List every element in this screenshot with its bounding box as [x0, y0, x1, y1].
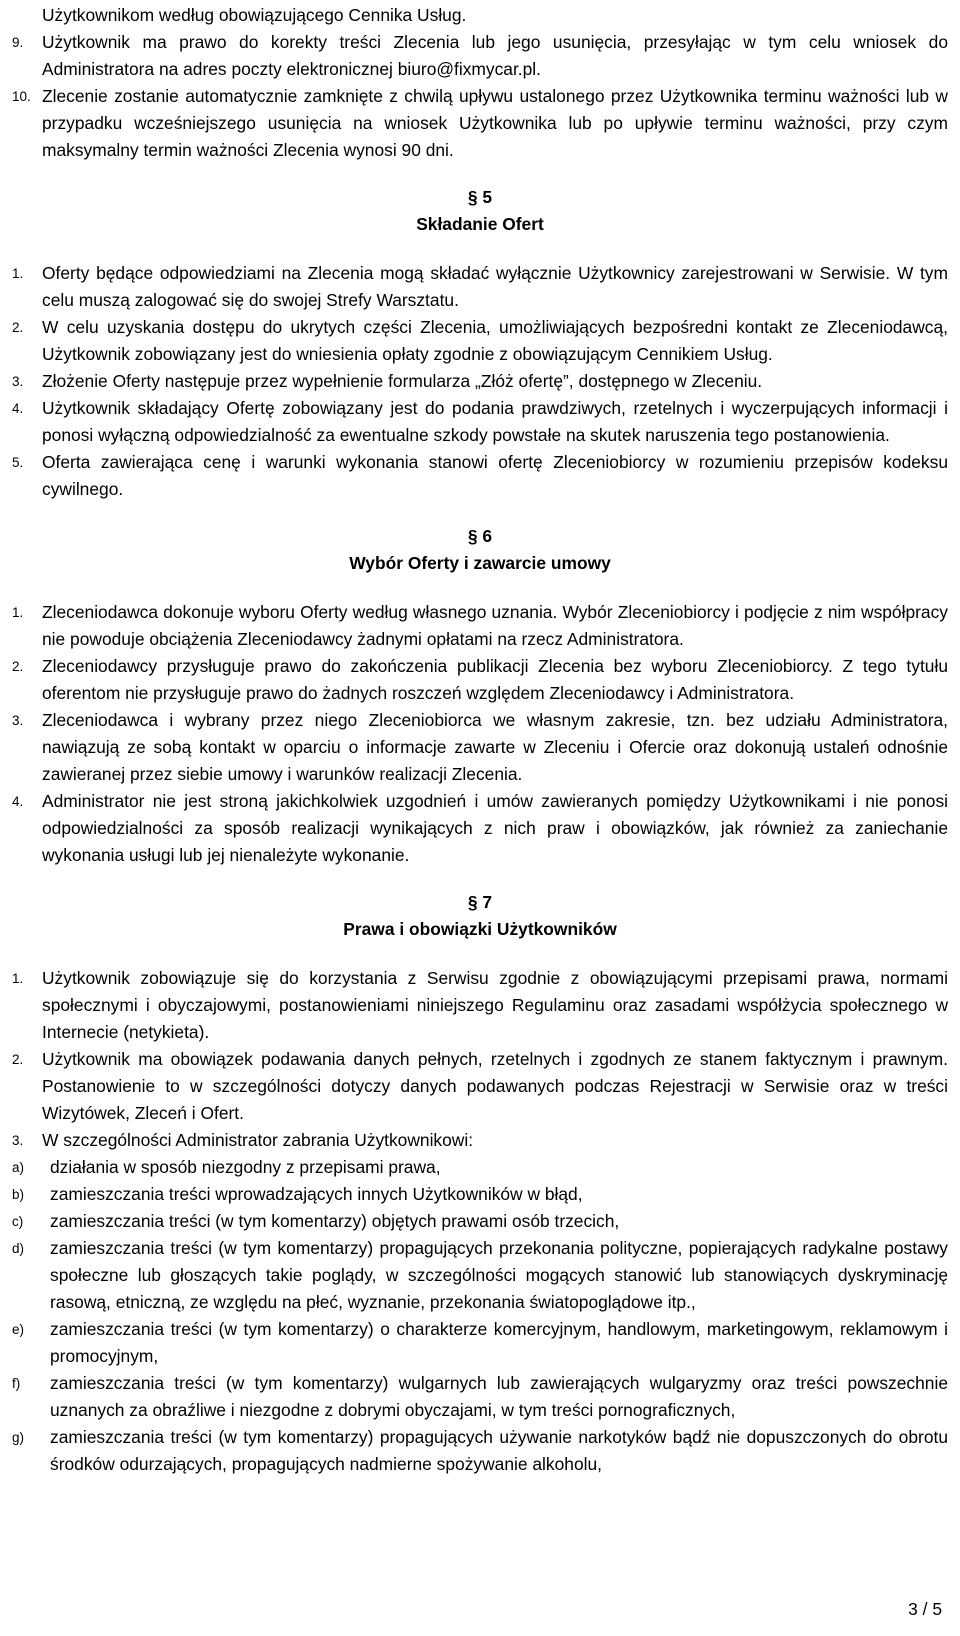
list-item: [12, 707, 948, 788]
list-item: [12, 965, 948, 1046]
sub-item-text: zamieszczania treści (w tym komentarzy) objętych prawami osób trzecich,: [50, 1211, 620, 1231]
sub-list-item: [12, 1235, 948, 1316]
item-number: 10.: [12, 89, 31, 104]
list-item: [12, 29, 948, 83]
sub-list-item: [12, 1316, 948, 1370]
item-number: 1.: [12, 971, 24, 986]
list-item: [12, 368, 948, 395]
sub-item-label: b): [12, 1187, 25, 1202]
sub-item-text: działania w sposób niezgodny z przepisami prawa,: [50, 1157, 441, 1177]
section-title: Wybór Oferty i zawarcie umowy: [349, 553, 611, 573]
list-item: [12, 83, 948, 164]
item-text: Użytkownik ma prawo do korekty treści Zlecenia lub jego usunięcia, przesyłając w tym celu wniosek do Administratora na adres poczty elektronicznej biuro@fixmycar.pl.: [42, 32, 948, 79]
item-number: 2.: [12, 320, 24, 335]
section-symbol: § 5: [467, 187, 493, 207]
item-number: 5.: [12, 455, 24, 470]
item-text: Złożenie Oferty następuje przez wypełnienie formularza „Złóż ofertę”, dostępnego w Zleceniu.: [42, 371, 763, 391]
list-item: [12, 788, 948, 869]
item-text: Zleceniodawca i wybrany przez niego Zleceniobiorca we własnym zakresie, tzn. bez udziału Administratora, nawiązują ze sobą kontakt w oparciu o informacje zawarte w Zleceniu i Ofercie oraz dokonują ustaleń odnośnie zawieranej przez siebie umowy i warunków realizacji Zlecenia.: [42, 710, 948, 784]
item-text: Użytkownik składający Ofertę zobowiązany jest do podania prawdziwych, rzetelnych i wyczerpujących informacji i ponosi wyłączną odpowiedzialność za ewentualne szkody powstałe na skutek naruszenia tego postanowienia.: [42, 398, 948, 445]
item-text: Użytkownik ma obowiązek podawania danych pełnych, rzetelnych i zgodnych ze stanem faktycznym i prawnym. Postanowienie to w szczególności dotyczy danych podawanych podczas Rejestracji w Serwisie oraz w treści Wizytówek, Zleceń i Ofert.: [42, 1049, 948, 1123]
item-text: Użytkownik zobowiązuje się do korzystania z Serwisu zgodnie z obowiązującymi przepisami prawa, normami społecznymi i obyczajowymi, postanowieniami niniejszego Regulaminu oraz zasadami współżycia społecznego w Internecie (netykieta).: [42, 968, 948, 1042]
paragraph-text: Użytkownikom według obowiązującego Cennika Usług.: [42, 5, 467, 25]
list-item: [12, 395, 948, 449]
list-item: [12, 599, 948, 653]
sub-list-item: [12, 1424, 948, 1478]
sub-item-text: zamieszczania treści (w tym komentarzy) propagujących używanie narkotyków bądź nie dopuszczonych do obrotu środków odurzających, propagujących nadmierne spożywanie alkoholu,: [50, 1427, 948, 1474]
list-item: [12, 653, 948, 707]
sub-item-text: zamieszczania treści wprowadzających innych Użytkowników w błąd,: [50, 1184, 583, 1204]
item-text: Zlecenie zostanie automatycznie zamknięte z chwilą upływu ustalonego przez Użytkownika terminu ważności lub w przypadku wcześniejszego usunięcia na wniosek Użytkownika lub po upływie terminu ważności, przy czym maksymalny termin ważności Zlecenia wynosi 90 dni.: [42, 86, 948, 160]
sub-list-item: [12, 1154, 948, 1181]
item-number: 1.: [12, 266, 24, 281]
item-text: W celu uzyskania dostępu do ukrytych części Zlecenia, umożliwiających bezpośredni kontakt ze Zleceniodawcą, Użytkownik zobowiązany jest do wniesienia opłaty zgodnie z obowiązującym Cennikiem Usług.: [42, 317, 948, 364]
item-number: 9.: [12, 35, 24, 50]
document-body: [12, 2, 948, 1478]
item-text: Administrator nie jest stroną jakichkolwiek uzgodnień i umów zawieranych pomiędzy Użytkownikami i nie ponosi odpowiedzialności za sposób realizacji wynikających z nich praw i obowiązków, jak również za zaniechanie wykonania usługi lub jej nienależyte wykonanie.: [42, 791, 948, 865]
section-title: Prawa i obowiązki Użytkowników: [343, 919, 617, 939]
item-number: 4.: [12, 794, 24, 809]
item-number: 3.: [12, 1133, 24, 1148]
list-item: [12, 314, 948, 368]
sub-list-item: [12, 1208, 948, 1235]
item-number: 3.: [12, 713, 24, 728]
item-text: Oferty będące odpowiedziami na Zlecenia mogą składać wyłącznie Użytkownicy zarejestrowani w Serwisie. W tym celu muszą zalogować się do swojej Strefy Warsztatu.: [42, 263, 948, 310]
item-number: 2.: [12, 1052, 24, 1067]
intro-continuation: [12, 2, 948, 29]
sub-item-label: e): [12, 1322, 25, 1337]
item-number: 2.: [12, 659, 24, 674]
section-symbol: § 7: [467, 892, 493, 912]
item-number: 1.: [12, 605, 24, 620]
sub-item-label: a): [12, 1160, 25, 1175]
page-number: 3 / 5: [908, 1599, 942, 1619]
section-title: Składanie Ofert: [416, 214, 544, 234]
sub-item-text: zamieszczania treści (w tym komentarzy) propagujących przekonania polityczne, popierających radykalne postawy społeczne lub głoszących takie poglądy, w szczególności mogących stanowić lub stanowiących dyskryminację rasową, etniczną, ze względu na płeć, wyznanie, przekonania światopoglądowe itp.,: [50, 1238, 948, 1312]
item-text: Oferta zawierająca cenę i warunki wykonania stanowi ofertę Zleceniobiorcy w rozumieniu przepisów kodeksu cywilnego.: [42, 452, 948, 499]
item-number: 3.: [12, 374, 24, 389]
item-text: Zleceniodawca dokonuje wyboru Oferty według własnego uznania. Wybór Zleceniobiorcy i podjęcie z nim współpracy nie powoduje obciążenia Zleceniodawcy żadnymi opłatami na rzecz Administratora.: [42, 602, 948, 649]
sub-item-text: zamieszczania treści (w tym komentarzy) wulgarnych lub zawierających wulgaryzmy oraz treści powszechnie uznanych za obraźliwe i niezgodne z dobrymi obyczajami, w tym treści pornograficznych,: [50, 1373, 948, 1420]
sub-item-label: c): [12, 1214, 24, 1229]
sub-list-item: [12, 1181, 948, 1208]
item-text: Zleceniodawcy przysługuje prawo do zakończenia publikacji Zlecenia bez wyboru Zleceniobiorcy. Z tego tytułu oferentom nie przysługuje prawo do żadnych roszczeń względem Zleceniodawcy i Administratora.: [42, 656, 948, 703]
item-text: W szczególności Administrator zabrania Użytkownikowi:: [42, 1130, 474, 1150]
sub-item-label: f): [12, 1376, 21, 1391]
item-number: 4.: [12, 401, 24, 416]
list-item: [12, 1127, 948, 1154]
sub-item-text: zamieszczania treści (w tym komentarzy) o charakterze komercyjnym, handlowym, marketingowym, reklamowym i promocyjnym,: [50, 1319, 948, 1366]
sub-list-item: [12, 1370, 948, 1424]
list-item: [12, 449, 948, 503]
sub-item-label: g): [12, 1430, 25, 1445]
sub-item-label: d): [12, 1241, 25, 1256]
list-item: [12, 260, 948, 314]
section-symbol: § 6: [467, 526, 493, 546]
list-item: [12, 1046, 948, 1127]
